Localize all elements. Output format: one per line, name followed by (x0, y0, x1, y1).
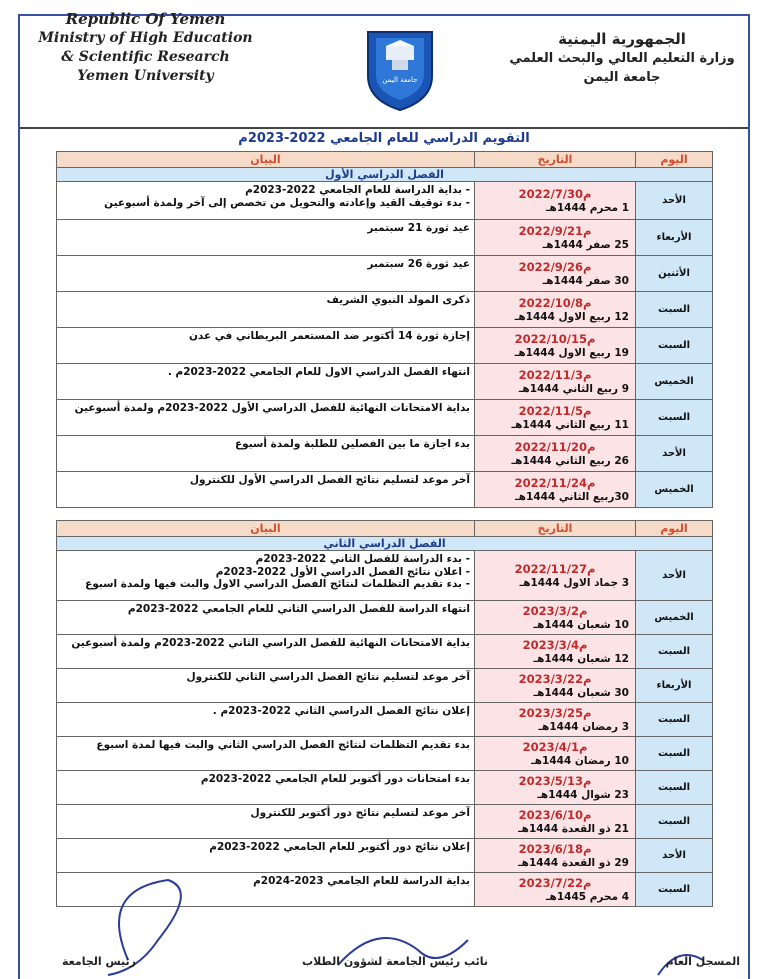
note-cell (57, 635, 475, 669)
hijri-date: 1 محرم 1444هـ (545, 201, 629, 214)
table-row (57, 805, 713, 839)
day-cell: السبت (636, 328, 713, 364)
note-line: بداية الدراسة للعام الجامعي 2023-2024م (253, 875, 470, 887)
day-cell: الأحد (636, 436, 713, 472)
day-cell: السبت (636, 805, 713, 839)
note-line: إعلان نتائج دور أكتوبر للعام الجامعي 2022-2023م (209, 841, 470, 853)
note-line: - اعلان نتائج الفصل الدراسي الأول 2022-2023م (215, 565, 470, 578)
gregorian-date: 2022/11/20م (514, 439, 596, 454)
date-cell (475, 551, 636, 601)
hijri-date: 12 ربيع الاول 1444هـ (514, 310, 629, 323)
logo-text: جامعة اليمن (382, 76, 418, 84)
arabic-line-3: جامعة اليمن (583, 70, 661, 85)
note-line: - بدء تقديم التظلمات لنتائج الفصل الدراسي الاول والبت فيها ولمدة اسبوع (85, 578, 470, 590)
note-line: بدء اجازة ما بين الفصلين للطلبة ولمدة أسبوع (234, 438, 470, 450)
note-cell (57, 472, 475, 508)
day-cell: الخميس (636, 472, 713, 508)
note-cell (57, 737, 475, 771)
date-cell (475, 737, 636, 771)
note-cell (57, 364, 475, 400)
hijri-date: 10 شعبان 1444هـ (533, 618, 629, 631)
day-cell: الأحد (636, 182, 713, 220)
arabic-line-1: الجمهورية اليمنية (558, 30, 686, 48)
date-cell (475, 328, 636, 364)
day-cell: الأحد (636, 551, 713, 601)
note-cell (57, 256, 475, 292)
english-line-2: Ministry of High Education (38, 30, 253, 46)
note-line: آخر موعد لتسليم نتائج الفصل الدراسي الثاني للكنترول (186, 671, 470, 683)
note-line: إجازة ثورة 14 أكتوبر ضد المستعمر البريطاني في عدن (188, 330, 470, 342)
date-cell (475, 839, 636, 873)
day-cell: السبت (636, 771, 713, 805)
semester2-label: الفصل الدراسي الثاني (57, 537, 713, 551)
gregorian-date: 2022/10/8م (518, 295, 592, 310)
note-line: - بدء توقيف القيد وإعادته والتحويل من تخصص إلى آخر ولمدة أسبوعين (104, 196, 470, 209)
day-cell: الخميس (636, 364, 713, 400)
signature-vice-president: نائب رئيس الجامعة لشؤون الطلاب (302, 955, 488, 968)
note-line: آخر موعد لتسليم نتائج دور أكتوبر للكنترول (250, 807, 470, 819)
note-line: ذكرى المولد النبوي الشريف (326, 294, 470, 306)
col-note: البيان (57, 521, 475, 537)
gregorian-date: 2022/11/3م (518, 367, 592, 382)
gregorian-date: 2022/10/15م (514, 331, 596, 346)
table-row (57, 551, 713, 601)
table-row (57, 292, 713, 328)
note-cell (57, 220, 475, 256)
date-cell (475, 436, 636, 472)
gregorian-date: 2023/4/1م (522, 739, 588, 754)
table-row (57, 182, 713, 220)
date-cell (475, 400, 636, 436)
date-cell (475, 669, 636, 703)
gregorian-date: 2022/7/30م (518, 186, 592, 201)
gregorian-date: 2023/3/4م (522, 637, 588, 652)
signature-registrar: المسجل العام (665, 955, 740, 968)
semester2-label-row (57, 537, 713, 551)
semester2-table (56, 520, 713, 907)
gregorian-date: 2022/11/24م (514, 475, 596, 490)
hijri-date: 26 ربيع الثاني 1444هـ (511, 454, 629, 467)
note-line: بدء امتحانات دور أكتوبر للعام الجامعي 2022-2023م (200, 773, 470, 785)
calendar-title: التقويم الدراسي للعام الجامعي 2022-2023م (238, 131, 530, 146)
gregorian-date: 2022/9/26م (518, 259, 592, 274)
table-row (57, 873, 713, 907)
note-line: آخر موعد لتسليم نتائج الفصل الدراسي الأول للكنترول (189, 474, 470, 486)
hijri-date: 9 ربيع الثاني 1444هـ (518, 382, 629, 395)
day-cell: الخميس (636, 601, 713, 635)
note-cell (57, 873, 475, 907)
table-row (57, 669, 713, 703)
col-day: اليوم (636, 521, 713, 537)
day-cell: السبت (636, 292, 713, 328)
col-date: التاريخ (475, 521, 636, 537)
day-cell: السبت (636, 737, 713, 771)
date-cell (475, 292, 636, 328)
gregorian-date: 2023/3/22م (518, 671, 592, 686)
note-line: انتهاء الفصل الدراسي الاول للعام الجامعي 2022-2023م . (167, 366, 470, 378)
semester1-label-row (57, 168, 713, 182)
signature-president: رئيس الجامعة (62, 955, 136, 968)
table-row (57, 364, 713, 400)
note-line: بدء تقديم التظلمات لنتائج الفصل الدراسي الثاني والبت فيها لمدة اسبوع (96, 739, 470, 751)
hijri-date: 4 محرم 1445هـ (545, 890, 629, 903)
table-row (57, 256, 713, 292)
semester1-table (56, 151, 713, 508)
hijri-date: 19 ربيع الاول 1444هـ (514, 346, 629, 359)
gregorian-date: 2023/6/18م (518, 841, 592, 856)
note-cell (57, 436, 475, 472)
gregorian-date: 2023/3/2م (522, 603, 588, 618)
day-cell: الأثنين (636, 256, 713, 292)
note-line: - بدء الدراسة للفصل الثاني 2022-2023م (255, 553, 470, 565)
date-cell (475, 703, 636, 737)
note-cell (57, 771, 475, 805)
note-cell (57, 400, 475, 436)
note-cell (57, 669, 475, 703)
col-date: التاريخ (475, 152, 636, 168)
day-cell: السبت (636, 635, 713, 669)
gregorian-date: 2022/11/27م (514, 561, 596, 576)
hijri-date: 3 جماد الاول 1444هـ (519, 576, 629, 589)
semester2-header-row (57, 521, 713, 537)
note-line: انتهاء الدراسة للفصل الدراسي الثاني للعام الجامعي 2022-2023م (127, 603, 470, 615)
table-row (57, 737, 713, 771)
table-row (57, 328, 713, 364)
date-cell (475, 182, 636, 220)
note-line: إعلان نتائج الفصل الدراسي الثاني 2022-2023م . (212, 705, 470, 717)
date-cell (475, 256, 636, 292)
table-row (57, 400, 713, 436)
note-line: عيد ثورة 21 سبتمبر (367, 222, 470, 234)
hijri-date: 11 ربيع الثاني 1444هـ (511, 418, 629, 431)
date-cell (475, 805, 636, 839)
hijri-date: 30ربيع الثاني 1444هـ (515, 490, 629, 503)
day-cell: السبت (636, 873, 713, 907)
hijri-date: 25 صفر 1444هـ (542, 238, 629, 251)
table-row (57, 703, 713, 737)
note-line: - بداية الدراسة للعام الجامعي 2022-2023م (245, 184, 470, 196)
header-divider (20, 127, 748, 129)
note-line: بداية الامتحانات النهائية للفصل الدراسي الثاني 2022-2023م ولمدة أسبوعين (71, 637, 470, 649)
note-line: عيد ثورة 26 سبتمبر (367, 258, 470, 270)
day-cell: الأحد (636, 839, 713, 873)
arabic-line-2: وزارة التعليم العالي والبحث العلمي (509, 51, 735, 66)
day-cell: الأربعاء (636, 220, 713, 256)
day-cell: الأربعاء (636, 669, 713, 703)
date-cell (475, 364, 636, 400)
date-cell (475, 472, 636, 508)
note-cell (57, 839, 475, 873)
english-letterhead (38, 10, 253, 86)
note-cell (57, 805, 475, 839)
table-row (57, 601, 713, 635)
note-cell (57, 182, 475, 220)
hijri-date: 29 ذو القعدة 1444هـ (518, 856, 629, 869)
table-row (57, 436, 713, 472)
gregorian-date: 2022/11/5م (518, 403, 592, 418)
note-cell (57, 292, 475, 328)
gregorian-date: 2023/7/22م (518, 875, 592, 890)
table-row (57, 635, 713, 669)
date-cell (475, 601, 636, 635)
table-row (57, 839, 713, 873)
date-cell (475, 873, 636, 907)
hijri-date: 10 رمضان 1444هـ (531, 754, 629, 767)
hijri-date: 12 شعبان 1444هـ (533, 652, 629, 665)
table-row (57, 220, 713, 256)
gregorian-date: 2022/9/21م (518, 223, 592, 238)
day-cell: السبت (636, 703, 713, 737)
day-cell: السبت (636, 400, 713, 436)
note-line: بداية الامتحانات النهائية للفصل الدراسي الأول 2022-2023م ولمدة أسبوعين (74, 402, 470, 414)
gregorian-date: 2023/6/10م (518, 807, 592, 822)
hijri-date: 3 رمضان 1444هـ (538, 720, 629, 733)
english-line-3: & Scientific Research (61, 49, 230, 65)
col-note: البيان (57, 152, 475, 168)
semester1-header-row (57, 152, 713, 168)
table-row (57, 472, 713, 508)
note-cell (57, 601, 475, 635)
date-cell (475, 771, 636, 805)
col-day: اليوم (636, 152, 713, 168)
hijri-date: 30 صفر 1444هـ (542, 274, 629, 287)
gregorian-date: 2023/3/25م (518, 705, 592, 720)
note-cell (57, 328, 475, 364)
hijri-date: 21 ذو القعدة 1444هـ (518, 822, 629, 835)
date-cell (475, 635, 636, 669)
semester1-label: الفصل الدراسي الأول (57, 168, 713, 182)
hijri-date: 30 شعبان 1444هـ (533, 686, 629, 699)
signatures (0, 955, 768, 979)
note-cell (57, 703, 475, 737)
arabic-letterhead (502, 30, 742, 87)
english-line-4: Yemen University (77, 68, 214, 84)
table-row (57, 771, 713, 805)
english-line-1: Republic Of Yemen (65, 10, 226, 28)
gregorian-date: 2023/5/13م (518, 773, 592, 788)
note-cell (57, 551, 475, 601)
date-cell (475, 220, 636, 256)
hijri-date: 23 شوال 1444هـ (537, 788, 629, 801)
university-logo (362, 26, 438, 112)
